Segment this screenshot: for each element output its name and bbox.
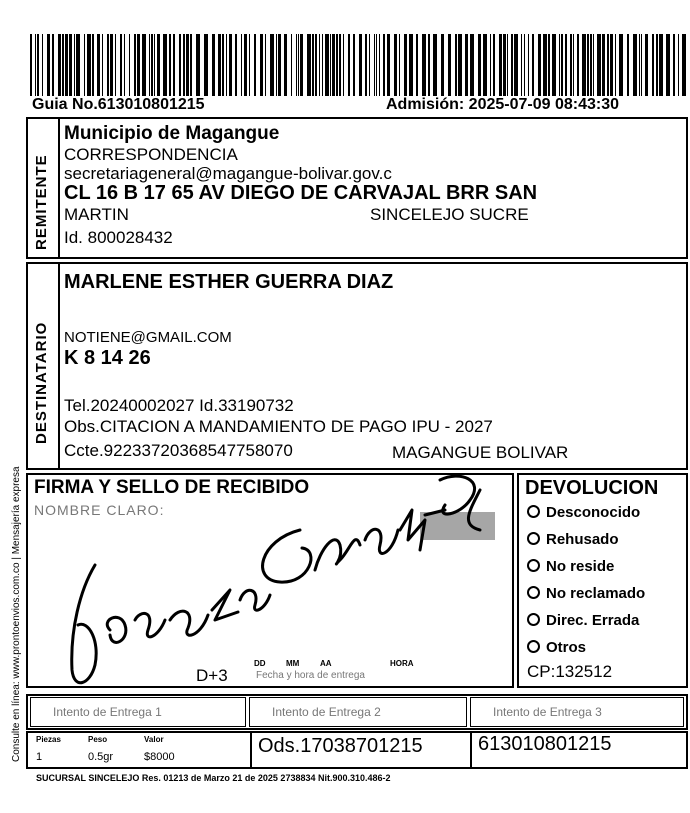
radio-icon <box>527 505 540 518</box>
remitente-address-2: MARTIN <box>64 205 129 224</box>
radio-icon <box>527 613 540 626</box>
intento-3 <box>470 697 684 727</box>
devolucion-title: DEVOLUCION <box>525 477 659 499</box>
divider <box>470 731 472 769</box>
option-label: No reclamado <box>546 585 646 602</box>
destinatario-address: K 8 14 26 <box>64 347 151 369</box>
option-direc-errada[interactable] <box>527 612 639 629</box>
peso-value: 0.5gr <box>88 751 114 763</box>
admission-date: Admisión: 2025-07-09 08:43:30 <box>386 96 619 113</box>
destinatario-obs: Obs.CITACION A MANDAMIENTO DE PAGO IPU - 2027 <box>64 417 493 436</box>
divider <box>250 731 252 769</box>
radio-icon <box>527 559 540 572</box>
divider <box>58 117 60 259</box>
destinatario-tel: Tel.20240002027 Id.33190732 <box>64 396 294 415</box>
radio-icon <box>527 532 540 545</box>
aa-header: AA <box>320 659 332 668</box>
radio-icon <box>527 586 540 599</box>
option-otros[interactable] <box>527 639 586 656</box>
remitente-address: CL 16 B 17 65 AV DIEGO DE CARVAJAL BRR SAN <box>64 182 538 204</box>
firma-title: FIRMA Y SELLO DE RECIBIDO <box>34 477 310 498</box>
devolucion-box <box>517 473 688 688</box>
destinatario-city: MAGANGUE BOLIVAR <box>392 443 569 462</box>
footer-text: SUCURSAL SINCELEJO Res. 01213 de Marzo 21 de 2025 2738834 Nit.900.310.486-2 <box>36 773 391 783</box>
nombre-label: NOMBRE CLARO: <box>34 502 165 518</box>
piezas-value: 1 <box>36 751 43 763</box>
option-label: Desconocido <box>546 504 641 521</box>
option-label: Otros <box>546 639 587 656</box>
option-rehusado[interactable] <box>527 531 619 548</box>
peso-header: Peso <box>88 735 108 744</box>
valor-value: $8000 <box>144 751 175 763</box>
barcode <box>30 34 686 96</box>
cp-code: CP:132512 <box>527 662 613 681</box>
option-label: Rehusado <box>546 531 619 548</box>
guia-number: 613010801215 <box>478 733 612 755</box>
divider <box>58 262 60 470</box>
destinatario-ccte: Ccte.92233720368547758070 <box>64 441 293 460</box>
piezas-header: Piezas <box>36 735 61 744</box>
intento-1 <box>30 697 246 727</box>
option-label: No reside <box>546 558 615 575</box>
intento-label: Intento de Entrega 2 <box>272 705 381 719</box>
ods-number: Ods.17038701215 <box>258 735 423 757</box>
option-no-reclamado[interactable] <box>527 585 645 602</box>
intento-2 <box>249 697 467 727</box>
hora-header: HORA <box>390 659 414 668</box>
remitente-email: secretariageneral@magangue-bolivar.gov.c <box>64 164 392 183</box>
remitente-name: Municipio de Magangue <box>64 123 280 144</box>
mm-header: MM <box>286 659 300 668</box>
remitente-dept: CORRESPONDENCIA <box>64 145 238 164</box>
valor-header: Valor <box>144 735 164 744</box>
remitente-id: Id. 800028432 <box>64 228 173 247</box>
side-text: Consulte en línea: www.prontoenvios.com.co | Mensajería expresa <box>11 466 22 762</box>
dd-header: DD <box>254 659 266 668</box>
signature <box>40 470 510 695</box>
delivery-days: D+3 <box>196 666 228 685</box>
remitente-city: SINCELEJO SUCRE <box>370 205 529 224</box>
date-caption: Fecha y hora de entrega <box>256 670 365 681</box>
guide-number: Guia No.613010801215 <box>32 96 205 113</box>
option-desconocido[interactable] <box>527 504 640 521</box>
radio-icon <box>527 640 540 653</box>
envio-info <box>30 733 248 767</box>
option-no-reside[interactable] <box>527 558 614 575</box>
destinatario-email: NOTIENE@GMAIL.COM <box>64 329 232 346</box>
destinatario-label: DESTINATARIO <box>33 321 50 444</box>
destinatario-name: MARLENE ESTHER GUERRA DIAZ <box>64 271 394 293</box>
option-label: Direc. Errada <box>546 612 640 629</box>
remitente-label: REMITENTE <box>33 154 50 250</box>
intento-label: Intento de Entrega 3 <box>493 705 602 719</box>
intento-label: Intento de Entrega 1 <box>53 705 162 719</box>
